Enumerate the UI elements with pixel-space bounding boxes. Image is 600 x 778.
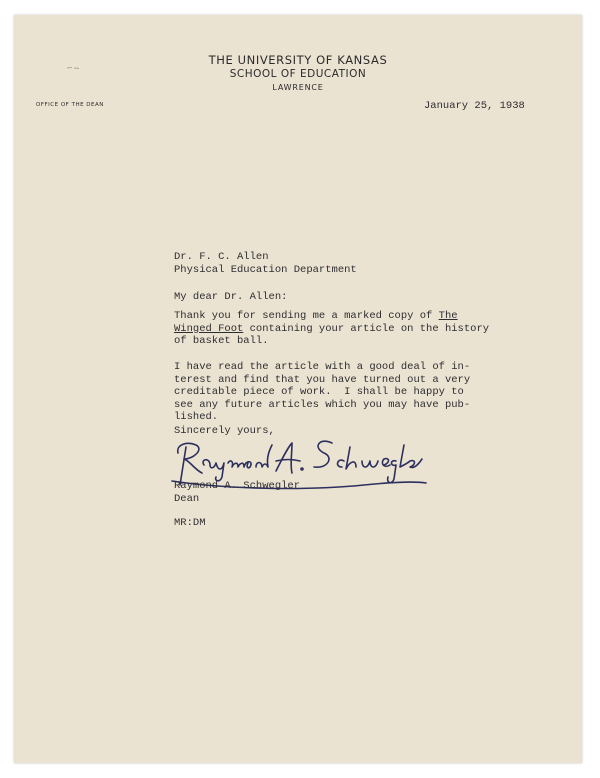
p2-line: I have read the article with a good deal of in- [174, 361, 471, 373]
p2-line: see any future articles which you may have pub- [174, 398, 471, 411]
p1-title-part1: The [438, 310, 458, 322]
letter-date: January 25, 1938 [424, 100, 525, 112]
p1-line1: Thank you for sending me a marked copy of [174, 310, 439, 322]
closing: Sincerely yours, [174, 425, 275, 437]
letterhead-school: SCHOOL OF EDUCATION [229, 68, 367, 80]
reference-initials: MR:DM [174, 517, 206, 529]
signature-block [174, 480, 300, 505]
recipient-name: Dr. F. C. Allen [174, 251, 269, 263]
salutation: My dear Dr. Allen: [174, 291, 288, 303]
letterhead-city: LAWRENCE [272, 83, 324, 92]
p2-line: lished. [174, 411, 219, 423]
paragraph-1 [174, 310, 489, 348]
recipient-block [174, 251, 357, 276]
p1-line2: containing your article on the history [243, 322, 490, 335]
p2-line: creditable piece of work. I shall be happy to [174, 386, 464, 398]
letter-sheet [14, 15, 582, 763]
letterhead-university: THE UNIVERSITY OF KANSAS [208, 53, 388, 67]
recipient-department: Physical Education Department [174, 263, 357, 276]
paragraph-2 [174, 361, 470, 424]
signer-title: Dean [174, 492, 200, 505]
p1-title-part2: Winged Foot [174, 322, 244, 335]
p1-line3: of basket ball. [174, 335, 269, 347]
letterhead-office: OFFICE OF THE DEAN [36, 102, 104, 108]
signer-name: Raymond A. Schwegler [174, 480, 301, 492]
p2-line: terest and find that you have turned out a very [174, 373, 471, 386]
